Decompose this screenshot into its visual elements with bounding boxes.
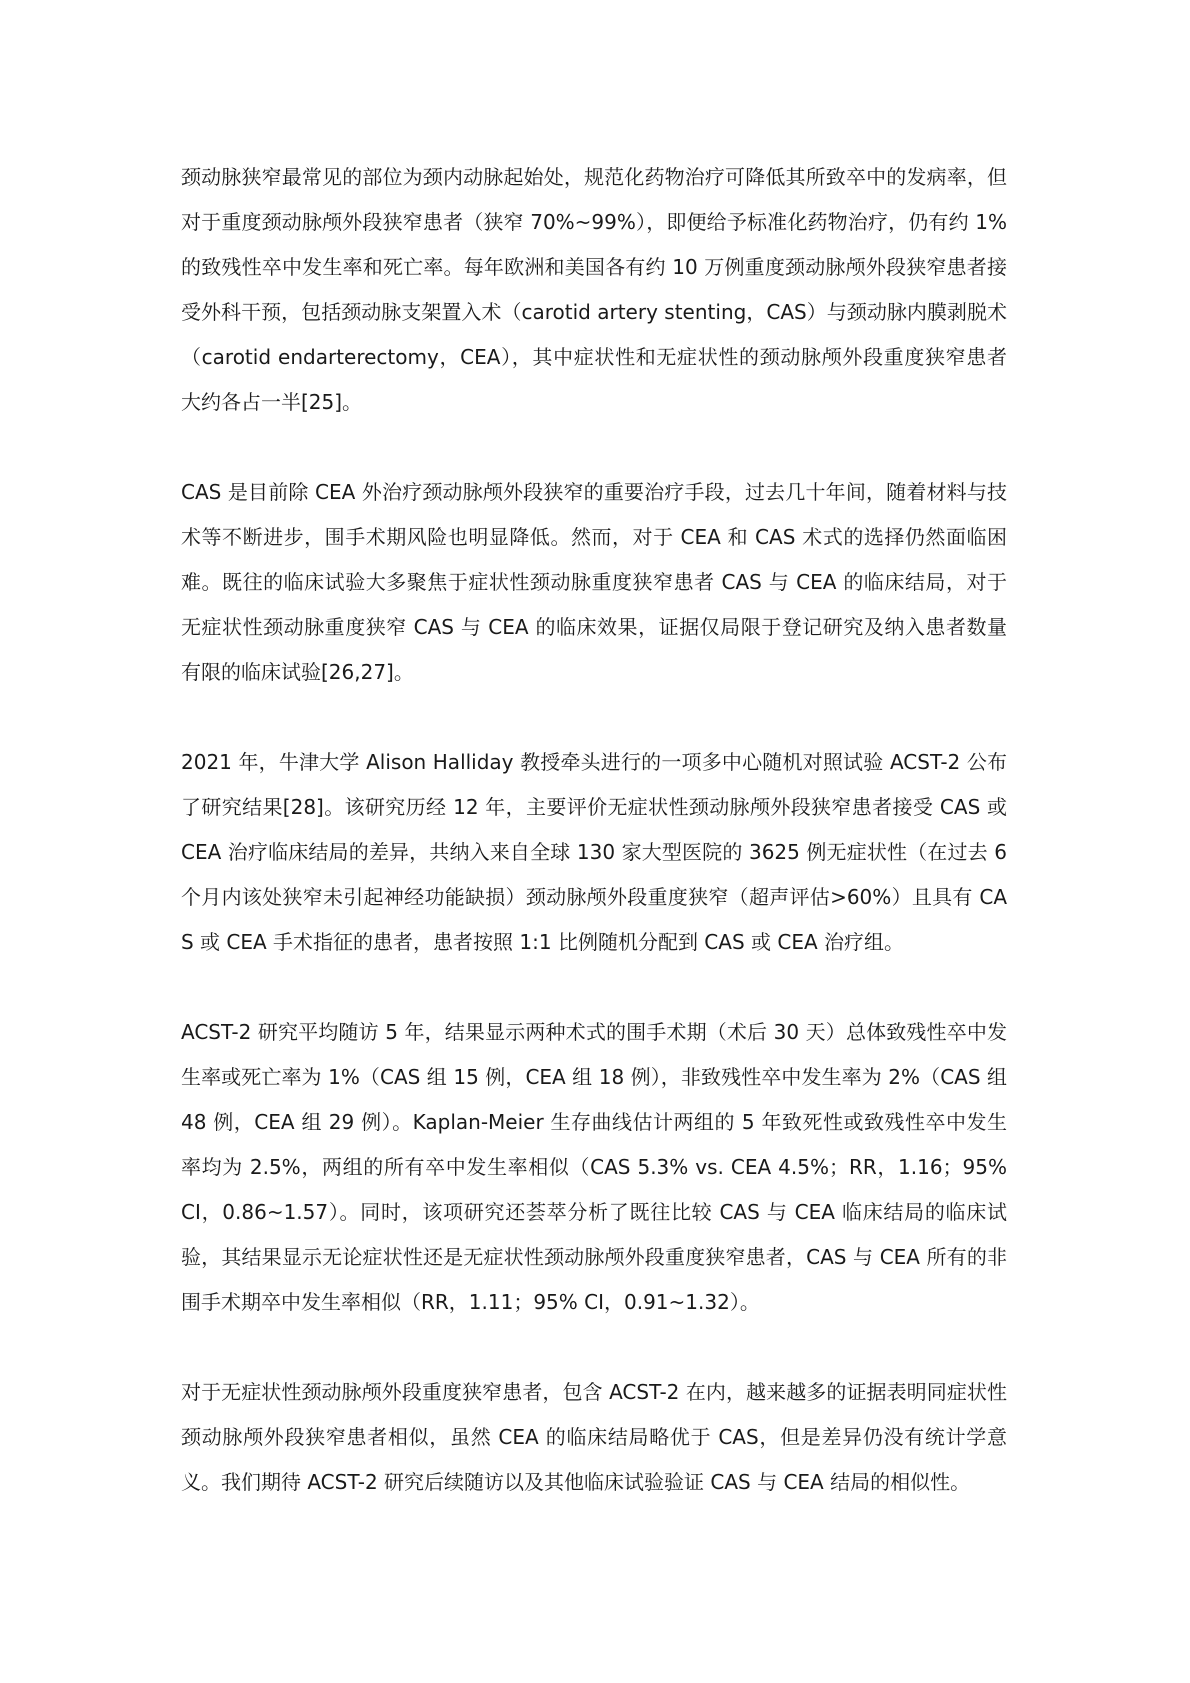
paragraph-cas-vs-cea-treatment: CAS 是目前除 CEA 外治疗颈动脉颅外段狭窄的重要治疗手段，过去几十年间，随着材料与技术等不断进步，围手术期风险也明显降低。然而，对于 CEA 和 CAS 术式的选择仍然面临困难。既往的临床试验大多聚焦于症状性颈动脉重度狭窄患者 CAS 与 CEA 的临床结局，对于无症状性颈动脉重度狭窄 CAS 与 CEA 的临床效果，证据仅局限于登记研究及纳入患者数量有限的临床试验[26,27]。 <box>181 480 1007 684</box>
document-body <box>181 155 1007 1505</box>
paragraph-conclusion: 对于无症状性颈动脉颅外段重度狭窄患者，包含 ACST-2 在内，越来越多的证据表明同症状性颈动脉颅外段狭窄患者相似，虽然 CEA 的临床结局略优于 CAS，但是差异仍没有统计学意义。我们期待 ACST-2 研究后续随访以及其他临床试验验证 CAS 与 CEA 结局的相似性。 <box>181 1380 1007 1494</box>
paragraph-carotid-stenosis-background: 颈动脉狭窄最常见的部位为颈内动脉起始处，规范化药物治疗可降低其所致卒中的发病率，但对于重度颈动脉颅外段狭窄患者（狭窄 70%~99%），即便给予标准化药物治疗，仍有约 1%的致残性卒中发生率和死亡率。每年欧洲和美国各有约 10 万例重度颈动脉颅外段狭窄患者接受外科干预，包括颈动脉支架置入术（carotid artery stenting，CAS）与颈动脉内膜剥脱术（carotid endarterectomy，CEA），其中症状性和无症状性的颈动脉颅外段重度狭窄患者大约各占一半[25]。 <box>181 165 1007 414</box>
paragraph-acst2-trial-design: 2021 年，牛津大学 Alison Halliday 教授牵头进行的一项多中心随机对照试验 ACST-2 公布了研究结果[28]。该研究历经 12 年，主要评价无症状性颈动脉颅外段狭窄患者接受 CAS 或 CEA 治疗临床结局的差异，共纳入来自全球 130 家大型医院的 3625 例无症状性（在过去 6 个月内该处狭窄未引起神经功能缺损）颈动脉颅外段重度狭窄（超声评估>60%）且具有 CAS 或 CEA 手术指征的患者，患者按照 1:1 比例随机分配到 CAS 或 CEA 治疗组。 <box>181 750 1007 954</box>
paragraph-acst2-results: ACST-2 研究平均随访 5 年，结果显示两种术式的围手术期（术后 30 天）总体致残性卒中发生率或死亡率为 1%（CAS 组 15 例，CEA 组 18 例），非致残性卒中发生率为 2%（CAS 组 48 例，CEA 组 29 例）。Kaplan-Meier 生存曲线估计两组的 5 年致死性或致残性卒中发生率均为 2.5%，两组的所有卒中发生率相似（CAS 5.3% vs. CEA 4.5%；RR，1.16；95% CI，0.86~1.57）。同时，该项研究还荟萃分析了既往比较 CAS 与 CEA 临床结局的临床试验，其结果显示无论症状性还是无症状性颈动脉颅外段重度狭窄患者，CAS 与 CEA 所有的非围手术期卒中发生率相似（RR，1.11；95% CI，0.91~1.32）。 <box>181 1020 1007 1314</box>
